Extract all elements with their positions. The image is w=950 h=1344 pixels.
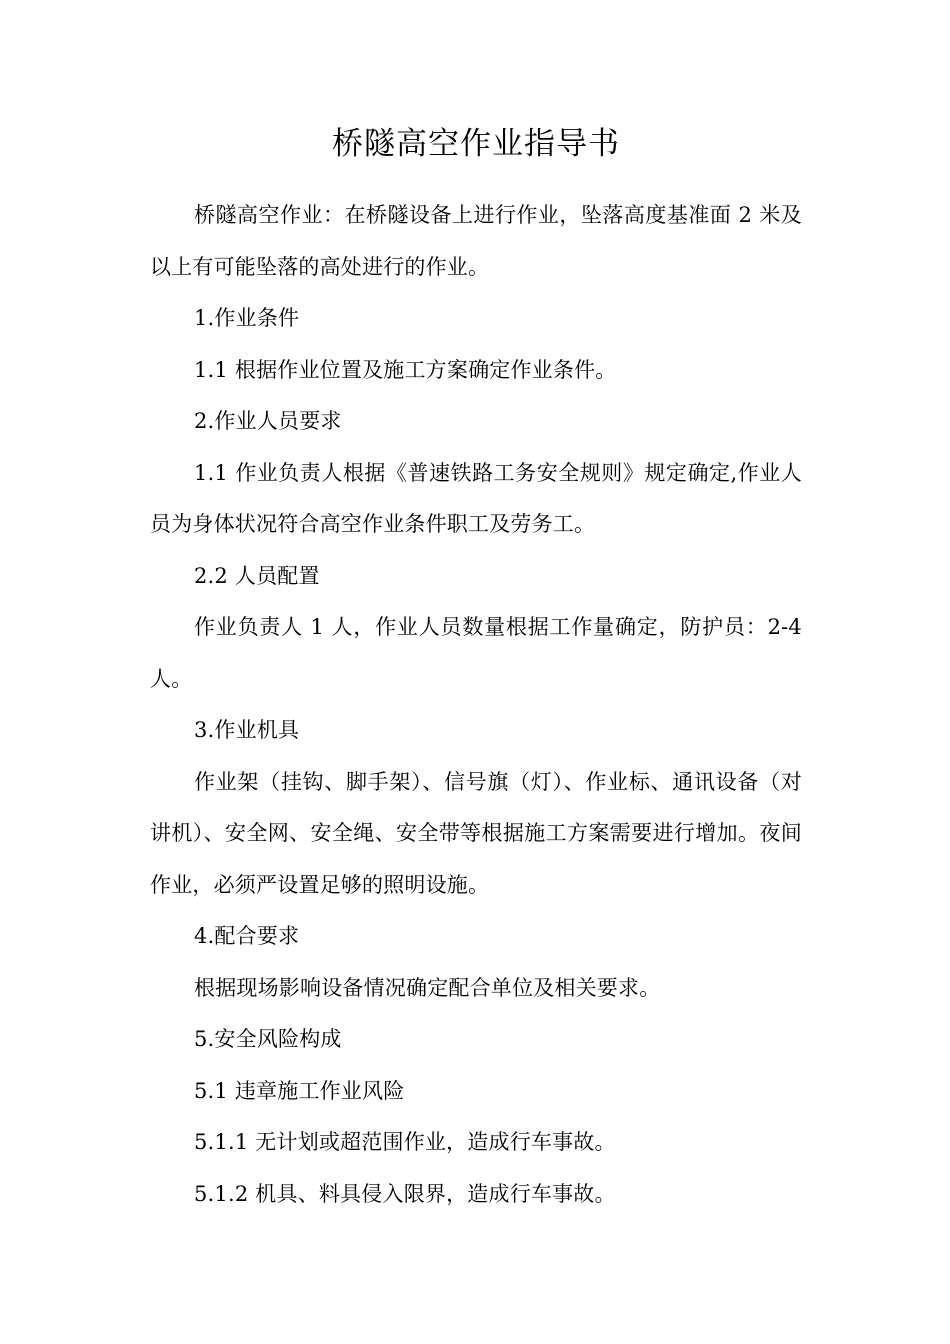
paragraph-staffing: 作业负责人 1 人，作业人员数量根据工作量确定，防护员：2-4 人。 — [150, 615, 802, 691]
paragraph-coordination: 根据现场影响设备情况确定配合单位及相关要求。 — [194, 975, 661, 1000]
paragraph-definition: 桥隧高空作业：在桥隧设备上进行作业，坠落高度基准面 2 米及以上有可能坠落的高处进行的作业。 — [150, 203, 802, 279]
document-body — [150, 190, 802, 1220]
heading-violation-risk: 5.1 违章施工作业风险 — [194, 1078, 405, 1103]
heading-work-conditions: 1.作业条件 — [194, 306, 300, 330]
heading-equipment: 3.作业机具 — [194, 718, 300, 742]
paragraph-1-1: 1.1 根据作业位置及施工方案确定作业条件。 — [194, 357, 617, 382]
heading-staffing: 2.2 人员配置 — [194, 563, 320, 588]
paragraph-personnel-rule: 1.1 作业负责人根据《普速铁路工务安全规则》规定确定,作业人员为身体状况符合高空作业条件职工及劳务工。 — [150, 460, 802, 536]
heading-coordination: 4.配合要求 — [194, 924, 300, 948]
document-title: 桥隧高空作业指导书 — [332, 126, 620, 162]
paragraph-equipment: 作业架（挂钩、脚手架）、信号旗（灯）、作业标、通讯设备（对讲机）、安全网、安全绳、安全带等根据施工方案需要进行增加。夜间作业，必须严设置足够的照明设施。 — [150, 769, 802, 897]
heading-safety-risks: 5.安全风险构成 — [194, 1027, 342, 1051]
heading-personnel-requirements: 2.作业人员要求 — [194, 409, 342, 433]
paragraph-5-1-2: 5.1.2 机具、料具侵入限界，造成行车事故。 — [194, 1181, 616, 1206]
paragraph-5-1-1: 5.1.1 无计划或超范围作业，造成行车事故。 — [194, 1130, 616, 1154]
